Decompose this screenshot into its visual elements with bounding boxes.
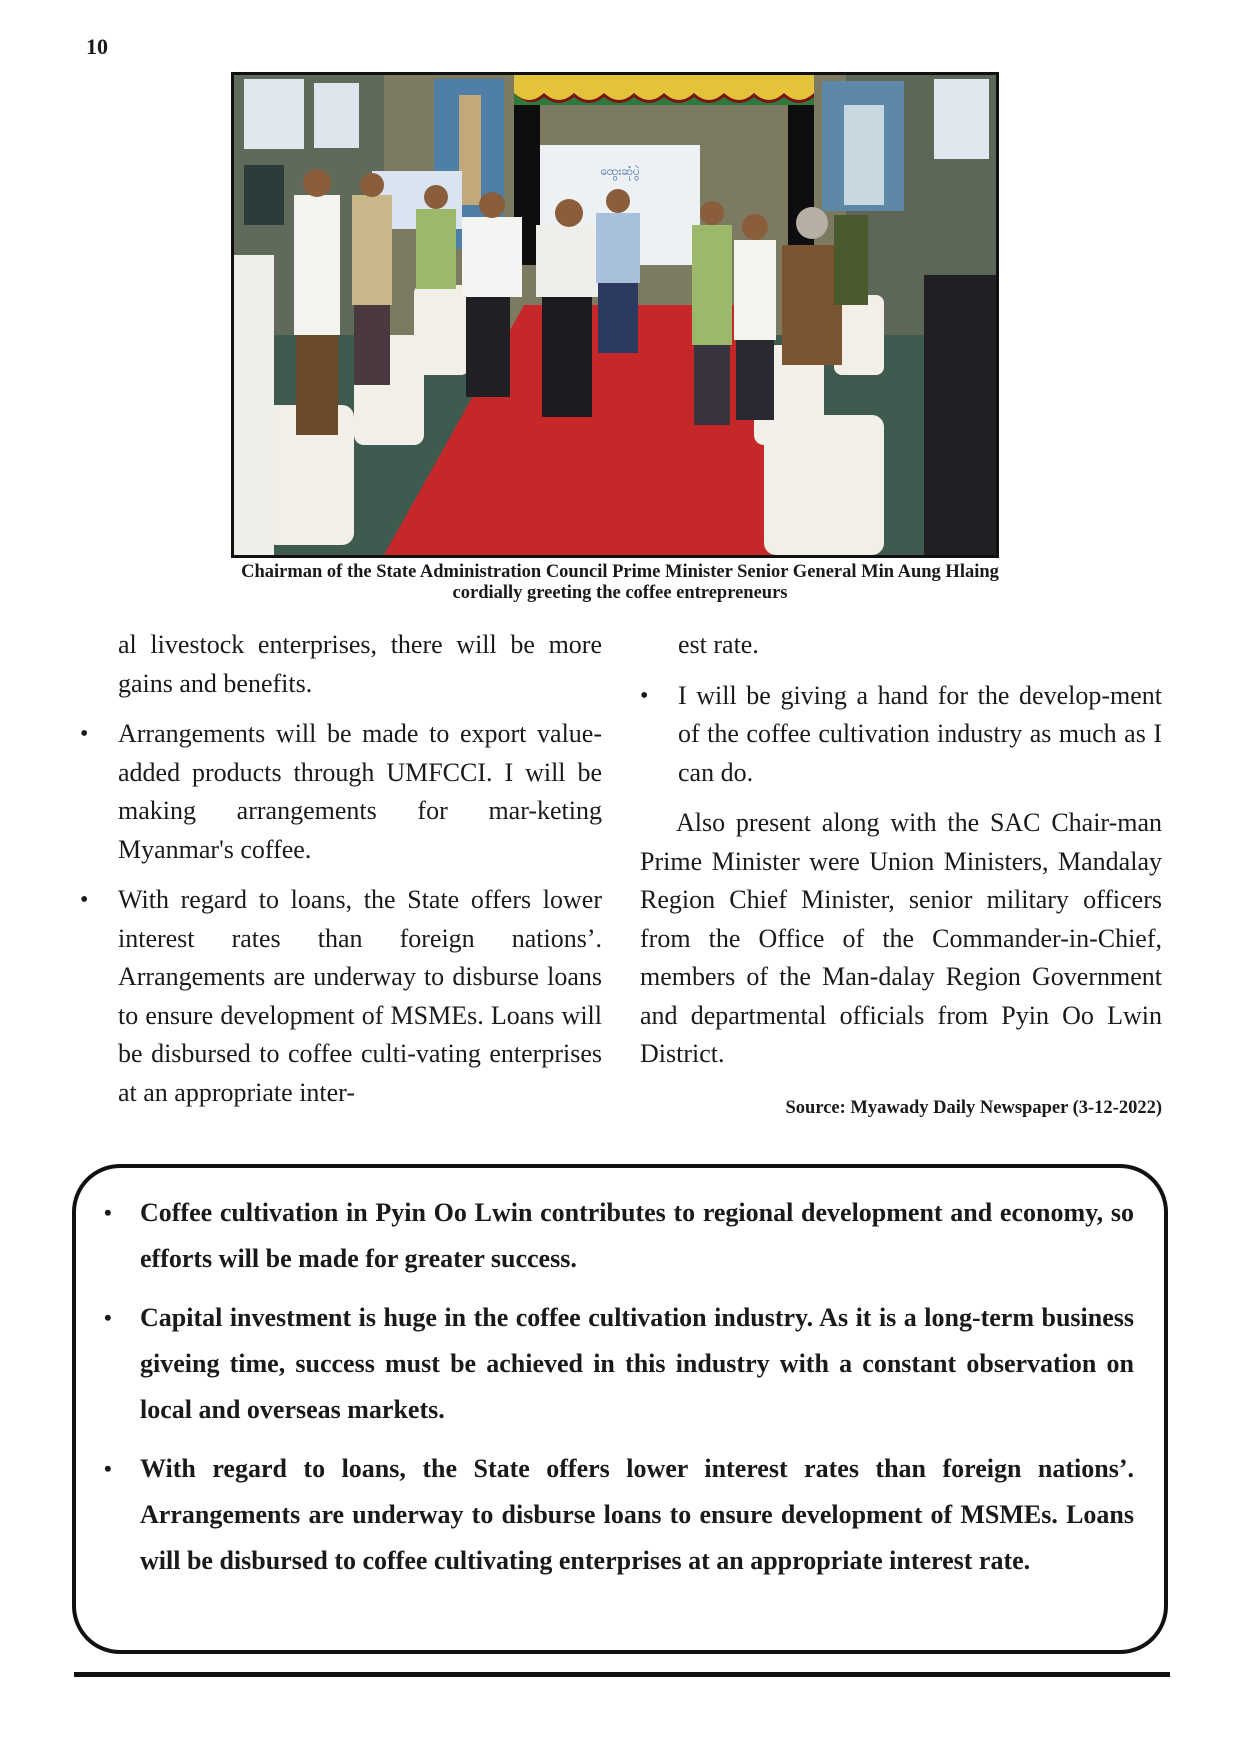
- summary-item: • Coffee cultivation in Pyin Oo Lwin contributes to regional development and economy, so efforts will be made for greater success.: [140, 1190, 1134, 1282]
- page-number: 10: [86, 34, 108, 59]
- source-citation: Source: Myawady Daily Newspaper (3-12-2022): [785, 1098, 1162, 1118]
- left-bullet-1: • Arrangements will be made to export value-added products through UMFCCI. I will be making arrangements for mar-keting Myanmar's coffee.: [80, 715, 602, 869]
- attendees-paragraph: Also present along with the SAC Chair-man Prime Minister were Union Ministers, Mandalay Region Chief Minister, senior military officers from the Office of the Commander-in-Chief, members of the Man-dalay Region Government and departmental officials from Pyin Oo Lwin District.: [640, 808, 1162, 1068]
- photo-image: [234, 75, 996, 555]
- bottom-rule: [74, 1672, 1170, 1677]
- summary-list: [76, 1168, 1164, 1584]
- caption-line-2: cordially greeting the coffee entrepreneurs: [452, 583, 788, 603]
- left-continuation-text: al livestock enterprises, there will be more gains and benefits.: [118, 630, 602, 698]
- caption-line-1: Chairman of the State Administration Council Prime Minister Senior General Min Aung Hlaing: [241, 562, 999, 582]
- summary-item: • With regard to loans, the State offers lower interest rates than foreign nations’. Arrangements are underway to disburse loans to ensure development of MSMEs. Loans will be disbursed to coffee cultivating enterprises at an appropriate interest rate.: [140, 1446, 1134, 1584]
- photo-caption: [150, 562, 1090, 604]
- summary-box: [72, 1164, 1168, 1654]
- left-column: [80, 626, 602, 1112]
- summary-item: • Capital investment is huge in the coffee cultivation industry. As it is a long-term business giveing time, success must be achieved in this industry with a constant observation on local and overseas markets.: [140, 1295, 1134, 1433]
- screen-text: ထွေးဆုံပွဲ: [600, 164, 640, 178]
- right-bullet-1: • I will be giving a hand for the develop-ment of the coffee cultivation industry as much as I can do.: [640, 677, 1162, 793]
- right-column: [640, 626, 1162, 1074]
- left-bullet-2: • With regard to loans, the State offers lower interest rates than foreign nations’. Arrangements are underway to disburse loans to ensure development of MSMEs. Loans will be disbursed to coffee culti-vating enterprises at an appropriate inter-: [80, 881, 602, 1112]
- event-photo: [231, 72, 999, 558]
- right-continuation-text: est rate.: [678, 630, 759, 659]
